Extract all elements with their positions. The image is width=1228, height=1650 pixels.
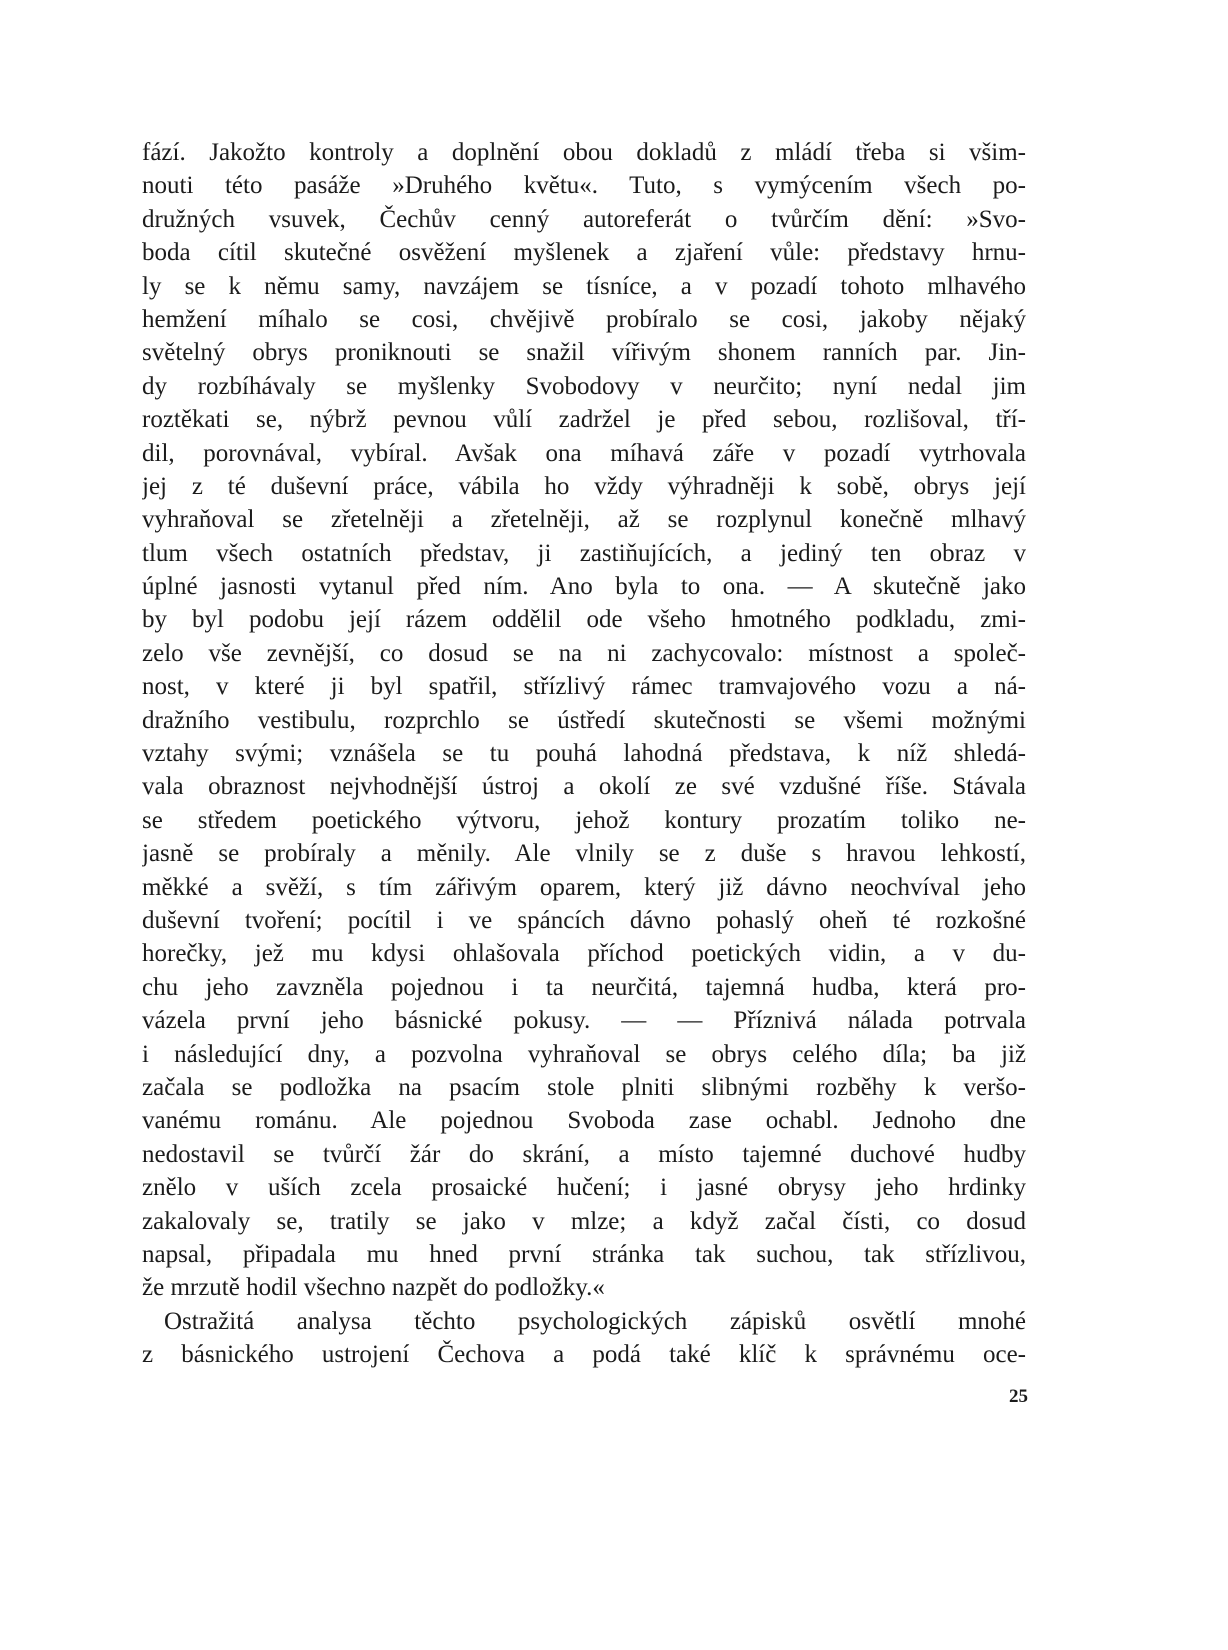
text-line: družných vsuvek, Čechův cenný autoreferát o tvůrčím dění: »Svo- (142, 205, 1026, 233)
text-line: tlum všech ostatních představ, ji zastiňujících, a jediný ten obraz v (142, 539, 1026, 567)
text-line: začala se podložka na psacím stole plniti slibnými rozběhy k veršo- (142, 1073, 1026, 1101)
paragraph-start-line: Ostražitá analysa těchto psychologických zápisků osvětlí mnohé (164, 1307, 1026, 1335)
text-line: vztahy svými; vznášela se tu pouhá lahodná představa, k níž shledá- (142, 740, 1026, 768)
text-line: se středem poetického výtvoru, jehož kontury prozatím toliko ne- (142, 806, 1026, 834)
text-line: napsal, připadala mu hned první stránka tak suchou, tak střízlivou, (142, 1240, 1026, 1268)
text-line: znělo v uších zcela prosaické hučení; i jasné obrysy jeho hrdinky (142, 1174, 1026, 1202)
text-line: nedostavil se tvůrčí žár do skrání, a místo tajemné duchové hudby (142, 1140, 1026, 1168)
text-line: by byl podobu její rázem oddělil ode všeho hmotného podkladu, zmi- (142, 606, 1026, 634)
text-line: duševní tvoření; pocítil i ve spáncích dávno pohaslý oheň té rozkošné (142, 906, 1026, 934)
text-line: nouti této pasáže »Druhého květu«. Tuto, s vymýcením všech po- (142, 172, 1026, 200)
text-line: světelný obrys proniknouti se snažil vířivým shonem ranních par. Jin- (142, 339, 1026, 367)
text-line: nost, v které ji byl spatřil, střízlivý rámec tramvajového vozu a ná- (142, 673, 1026, 701)
text-line: vázela první jeho básnické pokusy. — — Příznivá nálada potrvala (142, 1007, 1026, 1035)
text-line: dy rozbíhávaly se myšlenky Svobodovy v neurčito; nyní nedal jim (142, 372, 1026, 400)
text-line: roztěkati se, nýbrž pevnou vůlí zadržel je před sebou, rozlišoval, tří- (142, 406, 1026, 434)
text-line: horečky, jež mu kdysi ohlašovala příchod poetických vidin, a v du- (142, 940, 1026, 968)
text-line: boda cítil skutečné osvěžení myšlenek a zjaření vůle: představy hrnu- (142, 239, 1026, 267)
text-line: vala obraznost nejvhodnější ústroj a okolí ze své vzdušné říše. Stávala (142, 773, 1026, 801)
text-line: ly se k němu samy, navzájem se tísníce, a v pozadí tohoto mlhavého (142, 272, 1026, 300)
text-line: dražního vestibulu, rozprchlo se ústředí skutečnosti se všemi možnými (142, 706, 1026, 734)
text-line: zakalovaly se, tratily se jako v mlze; a když začal čísti, co dosud (142, 1207, 1026, 1235)
text-line: i následující dny, a pozvolna vyhraňoval se obrys celého díla; ba již (142, 1040, 1026, 1068)
paragraph-end-line: že mrzutě hodil všechno nazpět do podložky.« (142, 1274, 605, 1302)
text-line: úplné jasnosti vytanul před ním. Ano byla to ona. — A skutečně jako (142, 573, 1026, 601)
text-line: zelo vše zevnější, co dosud se na ni zachycovalo: místnost a společ- (142, 639, 1026, 667)
text-line: chu jeho zavzněla pojednou i ta neurčitá, tajemná hudba, která pro- (142, 973, 1026, 1001)
page-number: 25 (1009, 1386, 1028, 1407)
text-line: fází. Jakožto kontroly a doplnění obou dokladů z mládí třeba si všim- (142, 139, 1026, 166)
text-line: měkké a svěží, s tím zářivým oparem, který již dávno neochvíval jeho (142, 873, 1026, 901)
text-line: hemžení míhalo se cosi, chvějivě probíralo se cosi, jakoby nějaký (142, 305, 1026, 333)
text-line: vanému románu. Ale pojednou Svoboda zase ochabl. Jednoho dne (142, 1107, 1026, 1135)
text-line: dil, porovnával, vybíral. Avšak ona míhavá záře v pozadí vytrhovala (142, 439, 1026, 467)
text-line: jej z té duševní práce, vábila ho vždy výhradněji k sobě, obrys její (142, 472, 1026, 500)
text-line: vyhraňoval se zřetelněji a zřetelněji, až se rozplynul konečně mlhavý (142, 506, 1026, 534)
text-line: jasně se probíraly a měnily. Ale vlnily se z duše s hravou lehkostí, (142, 840, 1026, 868)
body-text (142, 136, 1026, 1371)
text-line: z básnického ustrojení Čechova a podá také klíč k správnému oce- (142, 1341, 1026, 1369)
